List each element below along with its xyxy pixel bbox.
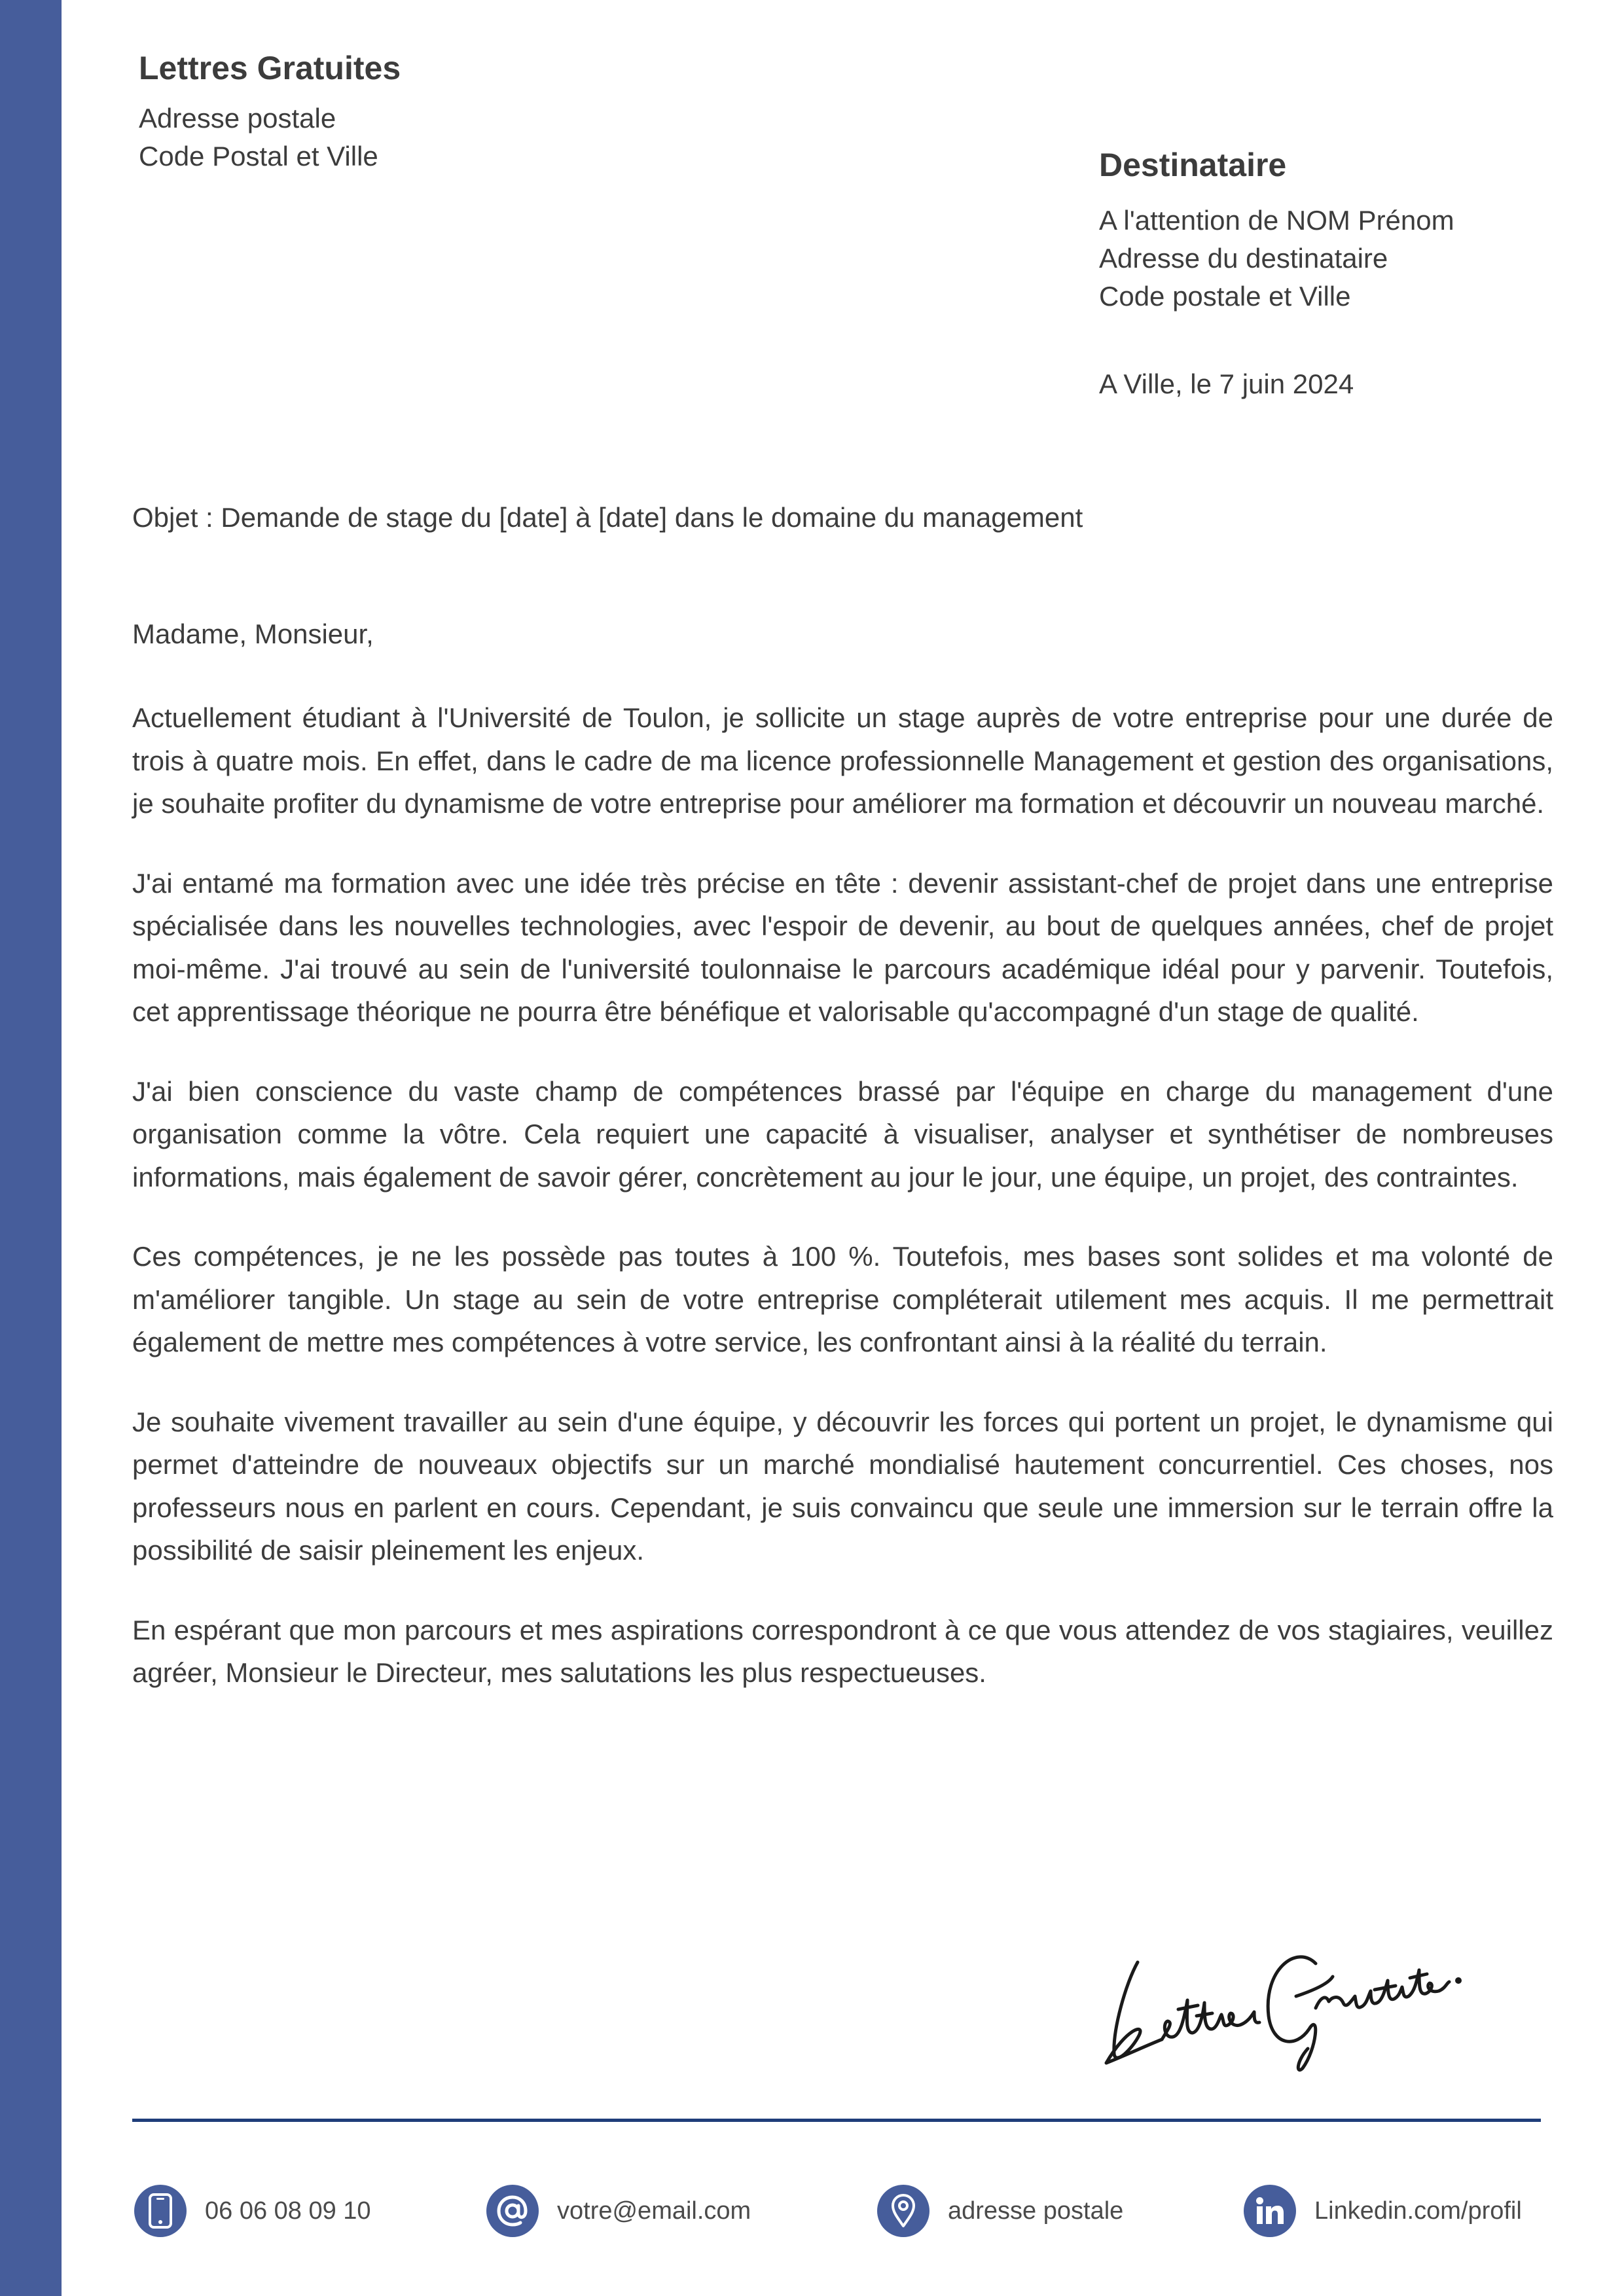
handwritten-signature (1100, 1918, 1479, 2075)
letter-date: A Ville, le 7 juin 2024 (1099, 368, 1354, 399)
salutation: Madame, Monsieur, (132, 619, 374, 649)
letter-subject: Objet : Demande de stage du [date] à [date] dans le domaine du management (132, 502, 1083, 533)
body-paragraph: En espérant que mon parcours et mes aspirations correspondront à ce que vous attendez de vos stagiaires, veuillez agréer, Monsieur le Directeur, mes salutations les plus respectueuses. (132, 1614, 1553, 1688)
recipient-address-line: Adresse du destinataire (1099, 243, 1388, 274)
contact-email (486, 2185, 751, 2237)
location-pin-icon (877, 2185, 929, 2237)
linkedin-profile: Linkedin.com/profil (1314, 2197, 1522, 2225)
contact-address (877, 2185, 1123, 2237)
recipient-block (1099, 144, 1597, 403)
sender-block (139, 47, 728, 175)
recipient-title: Destinataire (1099, 147, 1287, 183)
sender-city-line: Code Postal et Ville (139, 141, 378, 171)
body-paragraph: J'ai entamé ma formation avec une idée très précise en tête : devenir assistant-chef de projet dans une entreprise spécialisée dans les nouvelles technologies, avec l'espoir de devenir, au bout de quelques années, chef de projet moi-même. J'ai trouvé au sein de l'université toulonnaise le parcours académique idéal pour y parvenir. Toutefois, cet apprentissage théorique ne pourra être bénéfique et valorisable qu'accompagné d'un stage de qualité. (132, 867, 1553, 1027)
body-paragraph: J'ai bien conscience du vaste champ de compétences brassé par l'équipe en charge du management d'une organisation comme la vôtre. Cela requiert une capacité à visualiser, analyser et synthétiser de nombreuses informations, mais également de savoir gérer, concrètement au jour le jour, une équipe, un projet, des contraintes. (132, 1075, 1553, 1193)
body-paragraph: Ces compétences, je ne les possède pas toutes à 100 %. Toutefois, mes bases sont solides et ma volonté de m'améliorer tangible. Un stage au sein de votre entreprise compléterait utilement mes acquis. Il me permettrait également de mettre mes compétences à votre service, les confrontant ainsi à la réalité du terrain. (132, 1241, 1553, 1357)
email-address: votre@email.com (557, 2197, 751, 2225)
at-icon (486, 2185, 539, 2237)
body-paragraph: Je souhaite vivement travailler au sein d'une équipe, y découvrir les forces qui portent un projet, le dynamisme qui permet d'atteindre de nouveaux objectifs sur un marché mondialisé hautement concurrentiel. Ces choses, nos professeurs nous en parlent en cours. Cependant, je suis convaincu que seule une immersion sur le terrain offre la possibilité de saisir pleinement les enjeux. (132, 1406, 1553, 1566)
contact-phone (134, 2185, 371, 2237)
body-paragraph: Actuellement étudiant à l'Université de Toulon, je sollicite un stage auprès de votre entreprise pour une durée de trois à quatre mois. En effet, dans le cadre de ma licence professionnelle Management et gestion des organisations, je souhaite profiter du dynamisme de votre entreprise pour améliorer ma formation et découvrir un nouveau marché. (132, 702, 1553, 819)
recipient-city-line: Code postale et Ville (1099, 281, 1351, 312)
side-accent-bar (0, 0, 62, 2296)
letter-body (132, 615, 1553, 1731)
sender-name: Lettres Gratuites (139, 50, 401, 86)
linkedin-icon (1244, 2185, 1296, 2237)
contact-linkedin (1244, 2185, 1522, 2237)
footer-divider (132, 2119, 1541, 2122)
recipient-attention-line: A l'attention de NOM Prénom (1099, 205, 1454, 236)
phone-icon (134, 2185, 187, 2237)
phone-number: 06 06 08 09 10 (205, 2197, 371, 2225)
postal-address: adresse postale (948, 2197, 1124, 2225)
sender-address-line: Adresse postale (139, 103, 336, 134)
